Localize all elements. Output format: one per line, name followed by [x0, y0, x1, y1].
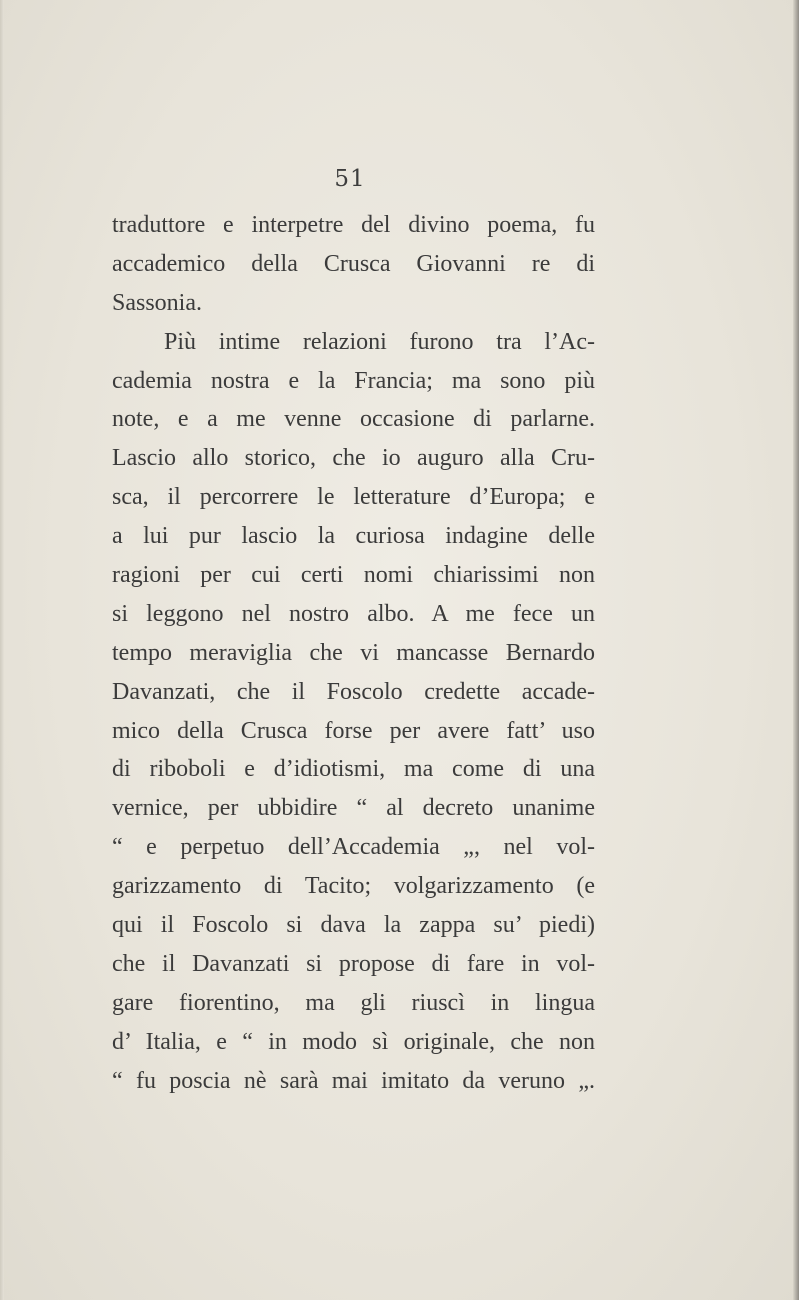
text-line: note, e a me venne occasione di parlarne.: [112, 406, 595, 433]
text-line: mico della Crusca forse per avere fatt’ uso: [112, 717, 595, 744]
text-line: di riboboli e d’idiotismi, ma come di una: [112, 756, 595, 783]
text-line: si leggono nel nostro albo. A me fece un: [112, 600, 595, 627]
text-line: “ fu poscia nè sarà mai imitato da veruno „.: [112, 1067, 595, 1094]
text-line: Sassonia.: [112, 289, 202, 316]
text-line: d’ Italia, e “ in modo sì originale, che non: [112, 1028, 595, 1055]
text-line: che il Davanzati si propose di fare in vol-: [112, 950, 595, 977]
body-text: [112, 206, 595, 1100]
text-line: “ e perpetuo dell’Accademia „, nel vol-: [112, 834, 595, 861]
paragraph-start-line: Più intime relazioni furono tra l’Ac-: [164, 328, 595, 355]
page-right-edge: [793, 0, 799, 1300]
text-line: garizzamento di Tacito; volgarizzamento (e: [112, 873, 595, 900]
text-line: Davanzati, che il Foscolo credette accade-: [112, 678, 595, 705]
text-line: traduttore e interpetre del divino poema, fu: [112, 212, 595, 238]
text-line: cademia nostra e la Francia; ma sono più: [112, 367, 595, 394]
text-line: a lui pur lascio la curiosa indagine delle: [112, 523, 595, 550]
text-line: accademico della Crusca Giovanni re di: [112, 250, 595, 277]
text-line: qui il Foscolo si dava la zappa su’ piedi): [112, 912, 595, 939]
page-left-edge: [0, 0, 4, 1300]
text-line: ragioni per cui certi nomi chiarissimi non: [112, 562, 595, 589]
text-line: Lascio allo storico, che io auguro alla Cru-: [112, 445, 595, 472]
text-line: sca, il percorrere le letterature d’Europa; e: [112, 484, 595, 511]
text-line: tempo meraviglia che vi mancasse Bernardo: [112, 639, 595, 666]
text-line: gare fiorentino, ma gli riuscì in lingua: [112, 989, 595, 1016]
page-number: 51: [334, 166, 366, 192]
text-line: vernice, per ubbidire “ al decreto unanime: [112, 795, 595, 822]
